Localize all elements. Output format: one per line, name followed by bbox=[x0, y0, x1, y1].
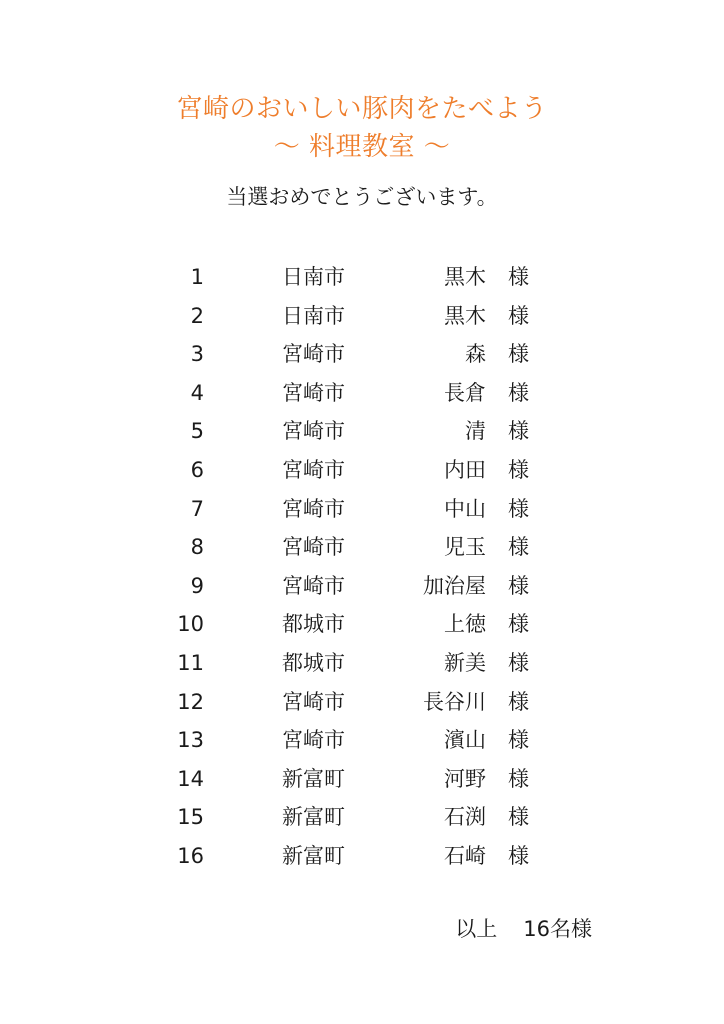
winner-number: 13 bbox=[177, 728, 204, 753]
winner-city: 都城市 bbox=[282, 650, 345, 675]
winner-number: 10 bbox=[177, 612, 204, 637]
winner-row bbox=[0, 494, 724, 533]
page-subtitle-event: ～ 料理教室 ～ bbox=[273, 132, 451, 162]
winner-name: 石渕 bbox=[444, 805, 486, 830]
winner-honorific: 様 bbox=[508, 303, 529, 328]
winner-city: 日南市 bbox=[282, 265, 345, 289]
winner-name: 上徳 bbox=[444, 612, 486, 637]
winner-city: 都城市 bbox=[282, 612, 345, 637]
winner-row bbox=[0, 455, 724, 494]
winner-honorific: 様 bbox=[508, 573, 529, 598]
winner-row bbox=[0, 802, 724, 841]
winner-honorific: 様 bbox=[508, 457, 529, 482]
winner-number: 1 bbox=[190, 265, 204, 289]
winner-city: 日南市 bbox=[282, 303, 345, 328]
winner-row bbox=[0, 262, 724, 301]
winner-number: 4 bbox=[190, 380, 204, 405]
winner-name: 黒木 bbox=[444, 303, 486, 328]
winner-row bbox=[0, 687, 724, 726]
winner-honorific: 様 bbox=[508, 342, 529, 367]
winner-city: 新富町 bbox=[282, 843, 345, 868]
winner-city: 宮崎市 bbox=[282, 419, 345, 444]
winner-honorific: 様 bbox=[508, 419, 529, 444]
winner-city: 宮崎市 bbox=[282, 380, 345, 405]
winner-number: 15 bbox=[177, 805, 204, 830]
winner-row bbox=[0, 301, 724, 340]
winner-number: 3 bbox=[190, 342, 204, 367]
winner-row bbox=[0, 725, 724, 764]
winner-name: 清 bbox=[465, 419, 486, 444]
winner-row bbox=[0, 841, 724, 880]
winner-honorific: 様 bbox=[508, 265, 529, 289]
winner-city: 宮崎市 bbox=[282, 457, 345, 482]
winner-number: 7 bbox=[190, 496, 204, 521]
winner-name: 長谷川 bbox=[423, 689, 486, 714]
winner-number: 14 bbox=[177, 766, 204, 791]
winner-city: 宮崎市 bbox=[282, 573, 345, 598]
winner-city: 宮崎市 bbox=[282, 728, 345, 753]
winner-city: 宮崎市 bbox=[282, 496, 345, 521]
congratulations-message: 当選おめでとうございます。 bbox=[226, 185, 498, 209]
winner-list bbox=[0, 262, 724, 880]
winner-name: 内田 bbox=[444, 457, 486, 482]
winner-name: 黒木 bbox=[444, 265, 486, 289]
winner-row bbox=[0, 648, 724, 687]
winner-number: 6 bbox=[190, 457, 204, 482]
winner-honorific: 様 bbox=[508, 496, 529, 521]
winner-number: 5 bbox=[190, 419, 204, 444]
winner-name: 中山 bbox=[444, 496, 486, 521]
winner-number: 9 bbox=[190, 573, 204, 598]
winner-row bbox=[0, 532, 724, 571]
winner-row bbox=[0, 378, 724, 417]
winner-city: 宮崎市 bbox=[282, 535, 345, 560]
winner-number: 8 bbox=[190, 535, 204, 560]
winner-honorific: 様 bbox=[508, 689, 529, 714]
winner-name: 加治屋 bbox=[423, 573, 486, 598]
winner-city: 宮崎市 bbox=[282, 342, 345, 367]
winner-honorific: 様 bbox=[508, 612, 529, 637]
footer-ending-text: 以上 bbox=[455, 917, 498, 941]
winner-number: 2 bbox=[190, 303, 204, 328]
winner-honorific: 様 bbox=[508, 535, 529, 560]
winner-honorific: 様 bbox=[508, 650, 529, 675]
winner-city: 新富町 bbox=[282, 805, 345, 830]
winner-name: 長倉 bbox=[444, 380, 486, 405]
winner-name: 新美 bbox=[444, 650, 486, 675]
page-title: 宮崎のおいしい豚肉をたべよう bbox=[176, 94, 548, 124]
winner-name: 濱山 bbox=[444, 728, 486, 753]
winner-number: 11 bbox=[177, 650, 204, 675]
winner-row bbox=[0, 764, 724, 803]
winner-name: 森 bbox=[465, 342, 486, 367]
winner-city: 新富町 bbox=[282, 766, 345, 791]
winner-row bbox=[0, 339, 724, 378]
winner-honorific: 様 bbox=[508, 805, 529, 830]
winner-row bbox=[0, 571, 724, 610]
winner-row bbox=[0, 416, 724, 455]
winner-number: 12 bbox=[177, 689, 204, 714]
winner-name: 石崎 bbox=[444, 843, 486, 868]
footer-count-text: 16名様 bbox=[523, 917, 592, 941]
winner-name: 河野 bbox=[444, 766, 486, 791]
winner-name: 児玉 bbox=[444, 535, 486, 560]
winner-number: 16 bbox=[177, 843, 204, 868]
winner-honorific: 様 bbox=[508, 380, 529, 405]
winner-row bbox=[0, 609, 724, 648]
winner-honorific: 様 bbox=[508, 728, 529, 753]
winner-honorific: 様 bbox=[508, 766, 529, 791]
winner-honorific: 様 bbox=[508, 843, 529, 868]
winner-city: 宮崎市 bbox=[282, 689, 345, 714]
footer-total bbox=[455, 914, 592, 944]
